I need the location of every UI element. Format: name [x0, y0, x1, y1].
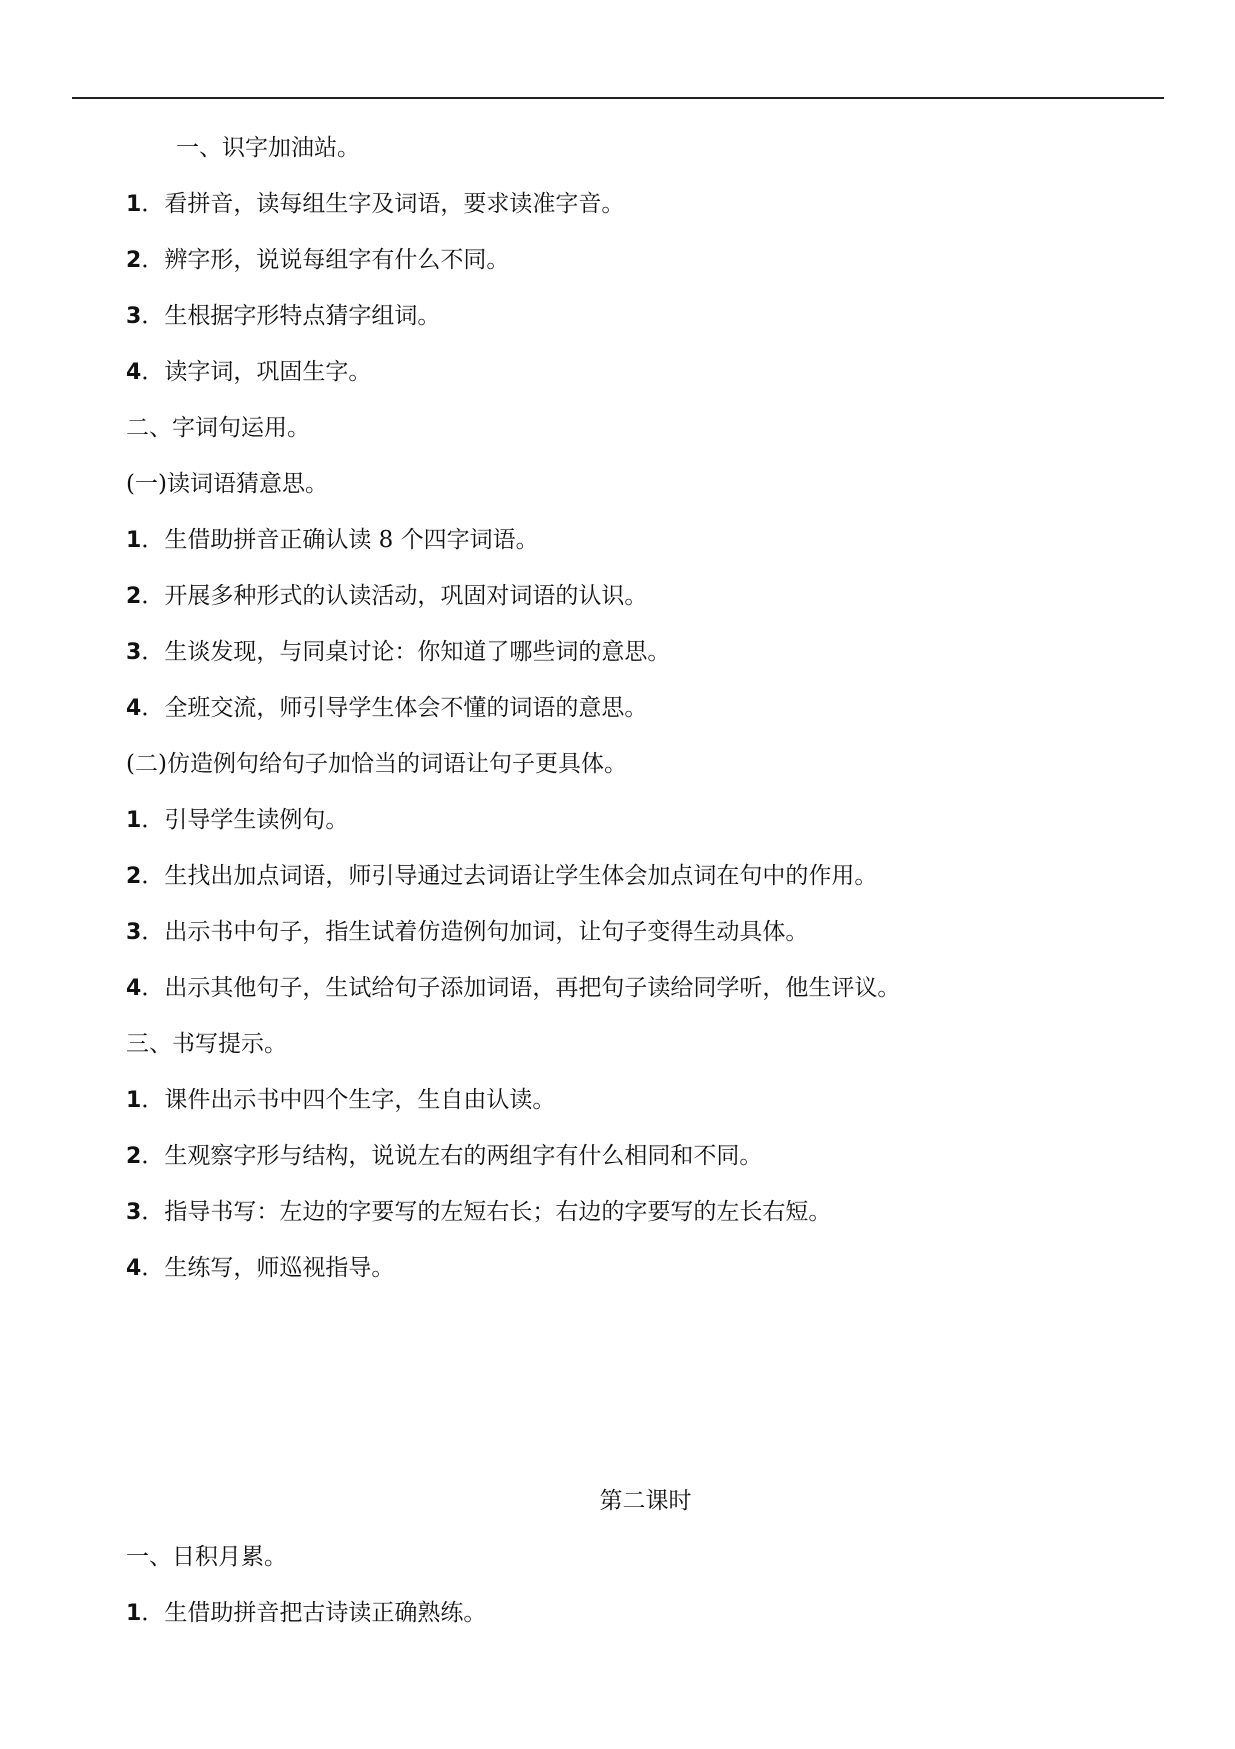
list-item: 1．看拼音，读每组生字及词语，要求读准字音。 — [126, 191, 625, 217]
section-heading-3: 三、书写提示。 — [126, 1031, 287, 1057]
list-item: 4．读字词，巩固生字。 — [126, 359, 372, 385]
lesson-title: 第二课时 — [599, 1488, 692, 1514]
list-item: 3．生谈发现，与同桌讨论：你知道了哪些词的意思。 — [126, 639, 671, 665]
list-item: 3．出示书中句子，指生试着仿造例句加词，让句子变得生动具体。 — [126, 919, 809, 945]
section-heading-4: 一、日积月累。 — [126, 1544, 287, 1570]
list-item: 2．辨字形，说说每组字有什么不同。 — [126, 247, 510, 273]
list-item: 3．生根据字形特点猜字组词。 — [126, 303, 441, 329]
list-item: 3．指导书写：左边的字要写的左短右长；右边的字要写的左长右短。 — [126, 1199, 832, 1225]
list-item: 1．引导学生读例句。 — [126, 807, 349, 833]
header-rule — [72, 97, 1164, 99]
list-item: 1．课件出示书中四个生字，生自由认读。 — [126, 1087, 556, 1113]
subsection-heading-2: (二)仿造例句给句子加恰当的词语让句子更具体。 — [126, 751, 627, 777]
list-item: 4．全班交流，师引导学生体会不懂的词语的意思。 — [126, 695, 648, 721]
section-heading-1: 一、识字加油站。 — [176, 135, 360, 161]
list-item: 4．出示其他句子，生试给句子添加词语，再把句子读给同学听，他生评议。 — [126, 975, 901, 1001]
list-item: 2．生找出加点词语，师引导通过去词语让学生体会加点词在句中的作用。 — [126, 863, 878, 889]
section-heading-2: 二、字词句运用。 — [126, 415, 310, 441]
list-item: 4．生练写，师巡视指导。 — [126, 1255, 395, 1281]
list-item: 1．生借助拼音正确认读 8 个四字词语。 — [126, 527, 539, 553]
list-item: 2．开展多种形式的认读活动，巩固对词语的认识。 — [126, 583, 648, 609]
list-item: 2．生观察字形与结构，说说左右的两组字有什么相同和不同。 — [126, 1143, 763, 1169]
list-item: 1．生借助拼音把古诗读正确熟练。 — [126, 1600, 487, 1626]
subsection-heading-1: (一)读词语猜意思。 — [126, 471, 328, 497]
